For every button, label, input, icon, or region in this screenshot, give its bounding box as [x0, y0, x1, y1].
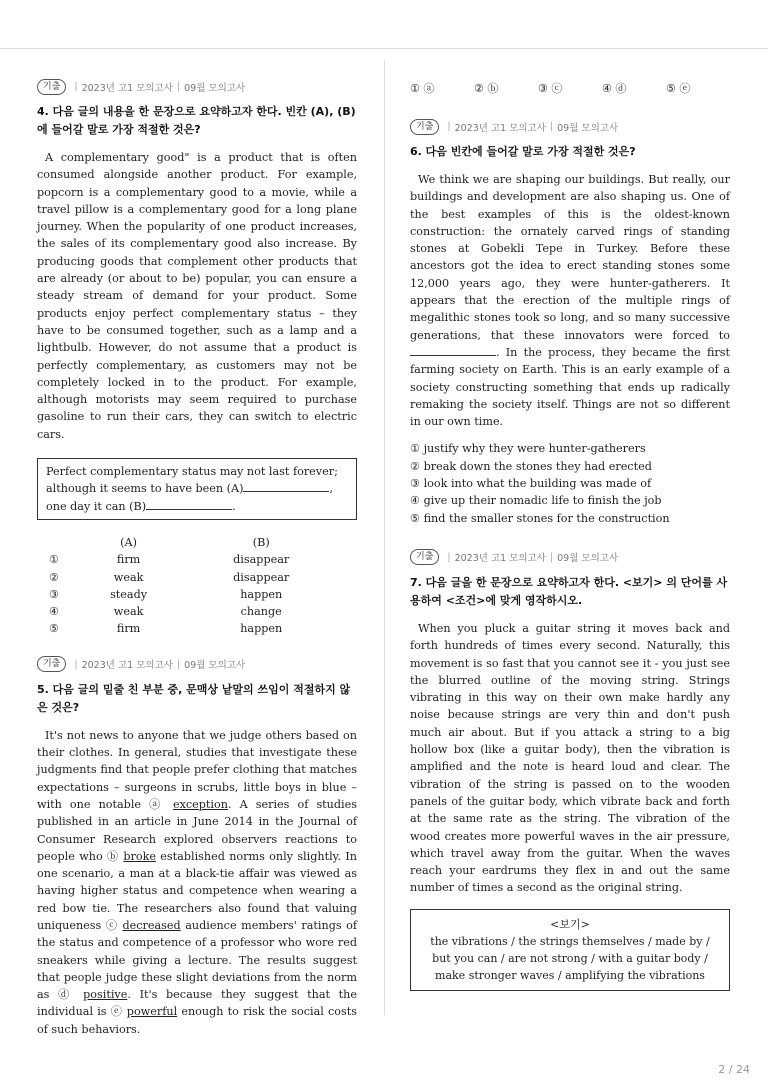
- options-header: [37, 534, 337, 551]
- marker-c: ⓒ: [105, 918, 118, 932]
- option-b: disappear: [233, 553, 290, 567]
- separator: |: [74, 658, 78, 670]
- exam-name: 2023년 고1 모의고사: [454, 553, 546, 565]
- choice[interactable]: ⑤ ⓔ: [666, 82, 691, 95]
- option[interactable]: ② break down the stones they had erected: [410, 459, 652, 473]
- option-a: firm: [116, 553, 141, 567]
- choice[interactable]: ② ⓑ: [474, 82, 499, 95]
- option-row[interactable]: [37, 586, 337, 603]
- marker-b: ⓑ: [107, 849, 119, 863]
- exam-month: 09월 모의고사: [557, 122, 619, 134]
- source-tag: 기출: [37, 656, 66, 672]
- exam-name: 2023년 고1 모의고사: [81, 82, 173, 94]
- q6-title: 6. 다음 빈칸에 들어갈 말로 가장 적절한 것은?: [410, 145, 636, 158]
- passage-text: established norms only slightly. In one scenario, a man at a black-tie affair was viewed as having higher status and competence when wearing a red bow tie. The researchers also found that valuing uniqueness: [37, 849, 357, 932]
- page-number: 2 / 24: [718, 1063, 750, 1076]
- header-b: (B): [252, 535, 270, 549]
- option-number: ②: [49, 570, 60, 584]
- exam-name: 2023년 고1 모의고사: [81, 660, 173, 672]
- blank-a: [243, 480, 329, 492]
- option-row[interactable]: [37, 569, 337, 586]
- separator: |: [176, 81, 181, 92]
- passage-text: audience members' ratings of the status and competence of a professor who wore red sneakers while giving a lecture. The results suggest that people judge these slight deviations from the norm as: [37, 918, 357, 1002]
- underlined-word-e: powerful: [126, 1005, 178, 1019]
- option-b: change: [240, 605, 282, 619]
- option-b: happen: [240, 622, 283, 636]
- summary-text: , one day it can (B): [46, 482, 334, 513]
- passage-text: enough to risk the social costs of such behaviors.: [37, 1005, 357, 1036]
- q5-source-line: [37, 656, 357, 673]
- option-a: weak: [113, 605, 144, 619]
- option[interactable]: ④ give up their nomadic life to finish the job: [410, 494, 662, 508]
- separator: |: [447, 121, 451, 132]
- option-number: ④: [49, 605, 60, 619]
- q7-passage: When you pluck a guitar string it moves back and forth hundreds of times every second. Naturally, this movement is so fast that you cannot see it - you just see the blurred outline of the moving string. Strings vibrating in this way on their own make hardly any noise because strings are very thin and don't push much air about. But if you attack a string to a big hollow box (like a guitar body), then the vibration is amplified and the note is heard loud and clear. The vibration of the string is passed on to the wooden panels of the guitar body, which vibrate back and forth at the same rate as the string. The vibration of the wood creates more powerful waves in the air pressure, which travel away from the guitar. When the waves reach your eardrums they flex in and out the same number of times a second as the original string.: [410, 621, 730, 895]
- bogi-title: <보기>: [550, 917, 590, 931]
- q6-options: [410, 440, 730, 526]
- option-a: firm: [116, 622, 141, 636]
- underlined-word-b: broke: [123, 849, 156, 863]
- option[interactable]: ⑤ find the smaller stones for the construction: [410, 511, 670, 525]
- option-row[interactable]: [37, 603, 337, 620]
- option-a: steady: [110, 587, 148, 601]
- underlined-word-d: positive: [83, 988, 128, 1002]
- bogi-box: [410, 909, 730, 991]
- passage-text: It's not news to anyone that we judge others based on their clothes. In general, studies that investigate these judgments find that people prefer clothing that matches expectations – surgeons in scrubs, little boys in blue – with one notable: [37, 728, 357, 811]
- summary-text: .: [232, 499, 236, 513]
- q6-source-line: [410, 118, 730, 135]
- right-column: [410, 80, 730, 991]
- left-column: [37, 78, 357, 1038]
- source-tag: 기출: [410, 549, 439, 565]
- option-number: ①: [49, 553, 60, 567]
- separator: |: [549, 551, 554, 563]
- option-number: ⑤: [49, 622, 60, 636]
- option-a: weak: [113, 570, 144, 584]
- marker-e: ⓔ: [110, 1005, 123, 1019]
- option[interactable]: ③ look into what the building was made of: [410, 477, 652, 491]
- q4-source-line: [37, 78, 357, 95]
- separator: |: [74, 81, 78, 92]
- option[interactable]: ① justify why they were hunter-gatherers: [410, 442, 646, 456]
- separator: |: [447, 551, 451, 563]
- option-number: ③: [49, 587, 60, 601]
- source-tag: 기출: [37, 79, 66, 95]
- blank-b: [146, 498, 232, 510]
- summary-text: Perfect complementary status may not last forever; although it seems to have been (A): [46, 465, 338, 496]
- option-b: happen: [240, 587, 283, 601]
- header-a: (A): [120, 535, 137, 549]
- passage-text: . In the process, they became the first farming society on Earth. This is an early example of a society constructing something that ends up radically remaking the society itself. Things are not so different in our own time.: [410, 345, 730, 429]
- q4-summary-box: [37, 458, 357, 520]
- separator: |: [549, 121, 554, 132]
- q4-options: [37, 534, 337, 638]
- choice[interactable]: ③ ⓒ: [538, 82, 563, 95]
- option-row[interactable]: [37, 620, 337, 637]
- q5-title: 5. 다음 글의 밑줄 친 부분 중, 문맥상 낱말의 쓰임이 적절하지 않은 것은?: [37, 682, 351, 714]
- exam-month: 09월 모의고사: [557, 553, 619, 565]
- passage-text: . It's because they suggest that the individual is: [37, 988, 357, 1019]
- bogi-text: the vibrations / the strings themselves / made by / but you can / are not strong / with a guitar body / make stronger waves / amplifying the vibrations: [430, 934, 710, 982]
- option-b: disappear: [233, 570, 290, 584]
- underlined-word-c: decreased: [122, 918, 181, 932]
- source-tag: 기출: [410, 119, 439, 135]
- exam-month: 09월 모의고사: [184, 82, 246, 94]
- option-row[interactable]: [37, 551, 337, 568]
- choice[interactable]: ① ⓐ: [410, 82, 435, 95]
- underlined-word-a: exception: [172, 797, 228, 811]
- choice[interactable]: ④ ⓓ: [602, 82, 627, 95]
- q4-title: 4. 다음 글의 내용을 한 문장으로 요약하고자 한다. 빈칸 (A), (B)에 들어갈 말로 가장 적절한 것은?: [37, 105, 356, 136]
- exam-name: 2023년 고1 모의고사: [454, 122, 546, 134]
- exam-month: 09월 모의고사: [184, 660, 246, 672]
- q6-passage: [410, 171, 730, 430]
- answer-blank: [410, 344, 496, 356]
- passage-text: . A series of studies published in an article in June 2014 in the Journal of Consumer Research explored observers reactions to people who: [37, 797, 357, 863]
- column-divider: [384, 60, 385, 1015]
- header-rule: [0, 48, 768, 49]
- marker-a: ⓐ: [149, 797, 165, 811]
- passage-text: We think we are shaping our buildings. But really, our buildings and development are also shaping us. One of the best examples of this is the oldest-known construction: the ornately carved rings of standing stones at Gobekli Tepe in Turkey. Before these ancestors got the idea to erect standing stones some 12,000 years ago, they were hunter-gatherers. It appears that the erection of the multiple rings of megalithic stones took so long, and so many successive generations, that these innovators were forced to: [410, 173, 730, 342]
- q7-source-line: [410, 549, 730, 566]
- marker-d: ⓓ: [58, 988, 75, 1002]
- q5-choices: [410, 80, 730, 96]
- q5-passage: [37, 727, 357, 1038]
- q7-title: 7. 다음 글을 한 문장으로 요약하고자 한다. <보기> 의 단어를 사용하여 <조건>에 맞게 영작하시오.: [410, 575, 728, 607]
- separator: |: [176, 658, 181, 670]
- q4-passage: A complementary good" is a product that is often consumed alongside another product. For example, popcorn is a complementary good to a movie, while a travel pillow is a complementary good for a long plane journey. When the popularity of one product increases, the sales of its complementary good also increase. By producing goods that complement other products that are already (or about to be) popular, you can ensure a steady stream of demand for your product. Some products enjoy perfect complementary status – they have to be consumed together, such as a lamp and a lightbulb. However, do not assume that a product is perfectly complementary, as customers may not be completely locked in to the product. For example, although motorists may seem required to purchase gasoline to run their cars, they can switch to electric cars.: [37, 151, 357, 441]
